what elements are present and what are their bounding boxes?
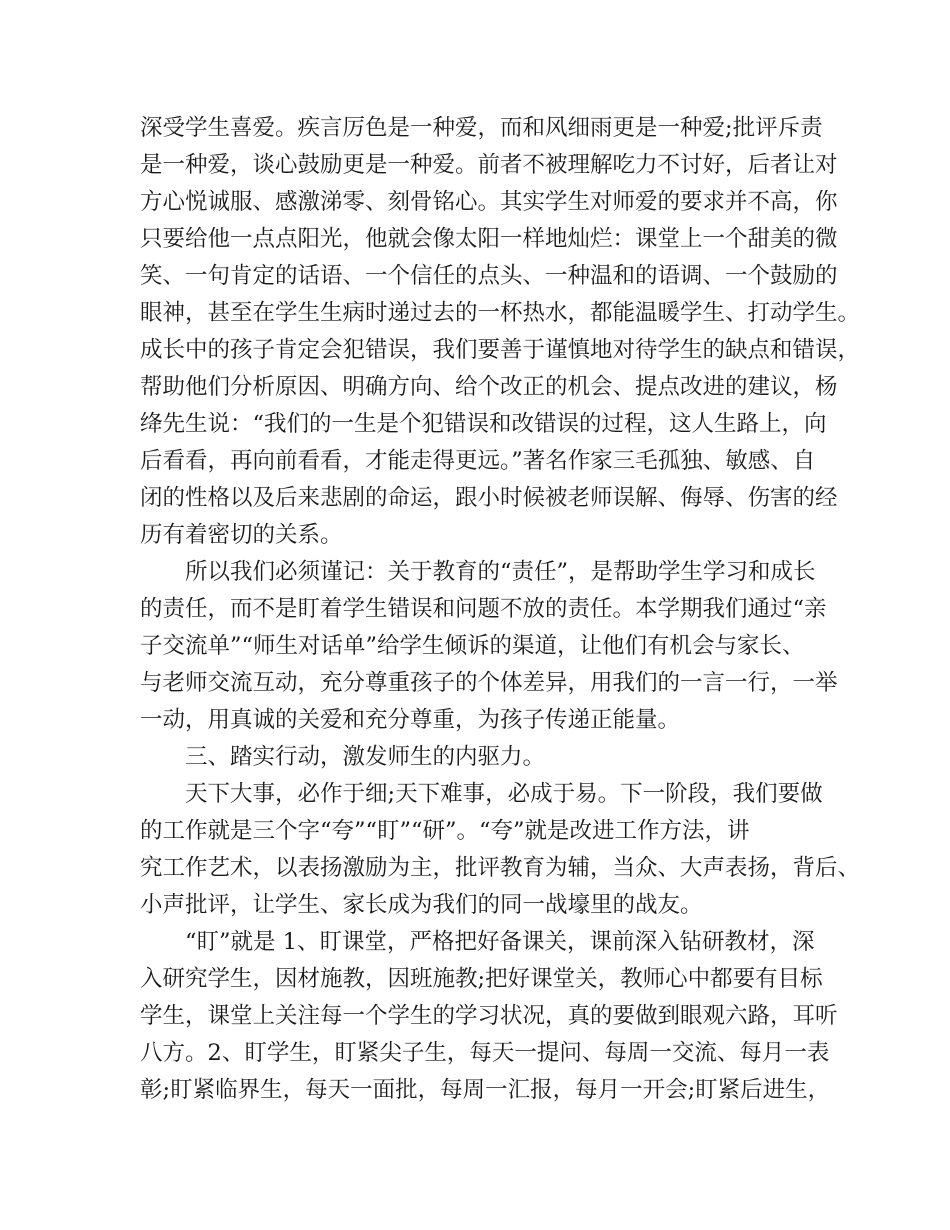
text-line: 所以我们必须谨记：关于教育的“责任”，是帮助学生学习和成长 <box>140 559 816 585</box>
text-line: 是一种爱，谈心鼓励更是一种爱。前者不被理解吃力不讨好，后者让对 <box>140 152 838 178</box>
text-line: “盯”就是 1、盯课堂，严格把好备课关，课前深入钻研教材，深 <box>140 929 815 955</box>
text-line: 成长中的孩子肯定会犯错误，我们要善于谨慎地对待学生的缺点和错误， <box>140 337 861 363</box>
text-line: 的工作就是三个字“夸”“盯”“研”。“夸”就是改进工作方法，讲 <box>140 818 750 844</box>
text-line: 的责任，而不是盯着学生错误和问题不放的责任。本学期我们通过“亲 <box>140 596 827 622</box>
text-line: 子交流单”“师生对话单”给学生倾诉的渠道，让他们有机会与家长、 <box>140 633 805 659</box>
text-line: 入研究学生，因材施教，因班施教;把好课堂关，教师心中都要有目标 <box>140 966 823 992</box>
text-line: 小声批评，让学生、家长成为我们的同一战壕里的战友。 <box>140 892 703 918</box>
text-line: 方心悦诚服、感激涕零、刻骨铭心。其实学生对师爱的要求并不高，你 <box>140 189 838 215</box>
text-line: 一动，用真诚的关爱和充分尊重，为孩子传递正能量。 <box>140 707 681 733</box>
text-line: 帮助他们分析原因、明确方向、给个改正的机会、提点改进的建议，杨 <box>140 374 838 400</box>
text-line: 八方。2、盯学生，盯紧尖子生，每天一提问、每周一交流、每月一表 <box>140 1040 830 1066</box>
text-line: 彰;盯紧临界生，每天一面批，每周一汇报，每月一开会;盯紧后进生， <box>140 1077 831 1103</box>
text-line: 笑、一句肯定的话语、一个信任的点头、一种温和的语调、一个鼓励的 <box>140 263 838 289</box>
text-line: 后看看，再向前看看，才能走得更远。”著名作家三毛孤独、敏感、自 <box>140 448 816 474</box>
text-line: 历有着密切的关系。 <box>140 522 343 548</box>
text-line: 闭的性格以及后来悲剧的命运，跟小时候被老师误解、侮辱、伤害的经 <box>140 485 838 511</box>
text-line: 与老师交流互动，充分尊重孩子的个体差异，用我们的一言一行，一举 <box>140 670 838 696</box>
body-text <box>140 110 861 1109</box>
text-line: 天下大事，必作于细;天下难事，必成于易。下一阶段，我们要做 <box>140 781 823 807</box>
text-line: 究工作艺术，以表扬激励为主，批评教育为辅，当众、大声表扬，背后、 <box>140 855 861 881</box>
text-line: 学生，课堂上关注每一个学生的学习状况，真的要做到眼观六路，耳听 <box>140 1003 838 1029</box>
text-line: 深受学生喜爱。疾言厉色是一种爱，而和风细雨更是一种爱;批评斥责 <box>140 115 823 141</box>
text-line: 绛先生说：“我们的一生是个犯错误和改错误的过程，这人生路上，向 <box>140 411 827 437</box>
text-line: 三、踏实行动，激发师生的内驱力。 <box>140 744 546 770</box>
text-line: 眼神，甚至在学生生病时递过去的一杯热水，都能温暖学生、打动学生。 <box>140 300 861 326</box>
text-line: 只要给他一点点阳光，他就会像太阳一样地灿烂：课堂上一个甜美的微 <box>140 226 838 252</box>
